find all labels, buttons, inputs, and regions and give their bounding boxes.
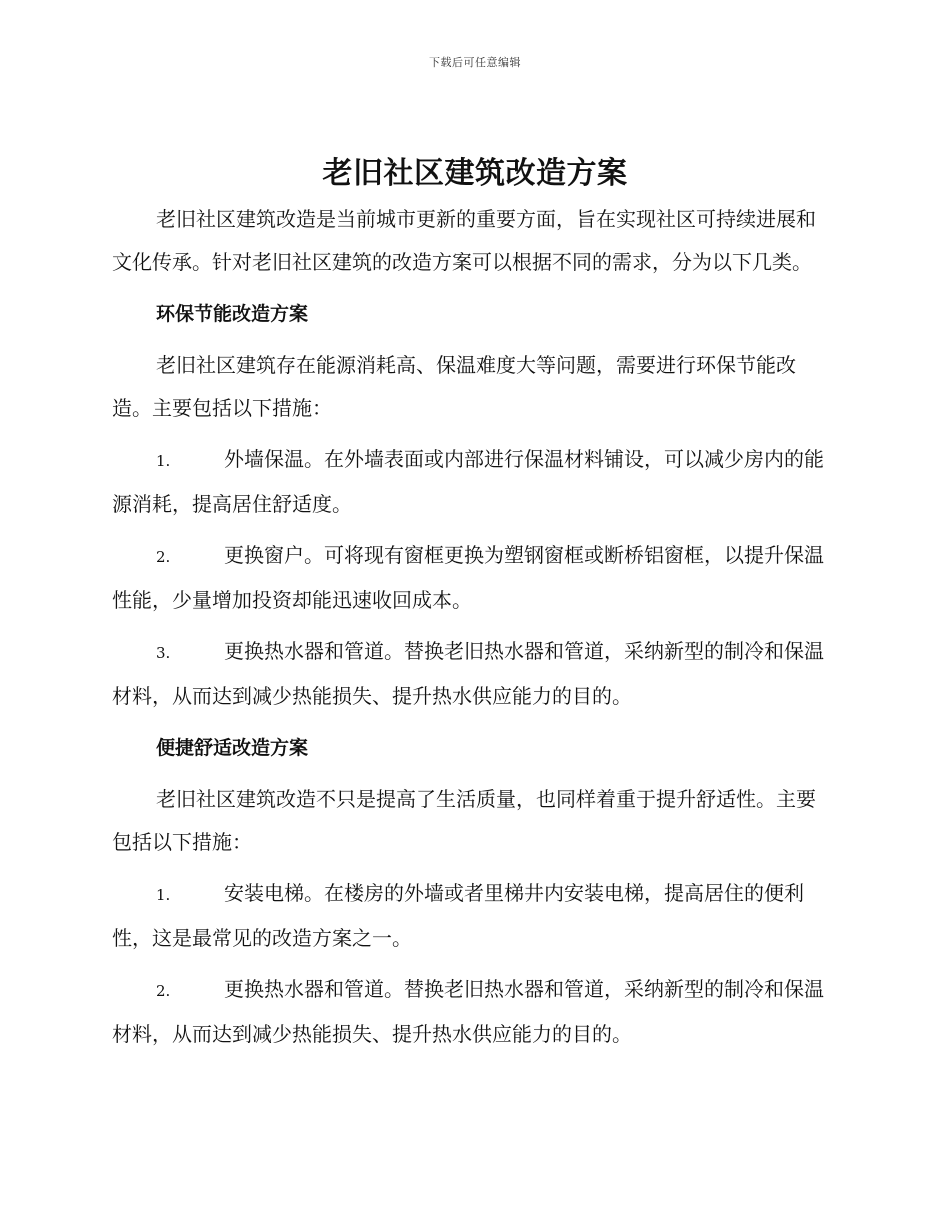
list-number: 1. xyxy=(156,886,171,904)
list-item xyxy=(112,438,832,526)
list-number: 2. xyxy=(156,982,171,1000)
section-heading-comfort: 便捷舒适改造方案 xyxy=(156,737,309,759)
list-number: 1. xyxy=(156,452,171,470)
list-item-text: 外墙保温。在外墙表面或内部进行保温材料铺设，可以减少房内的能源消耗，提高居住舒适度。 xyxy=(112,447,824,516)
list-item xyxy=(112,534,832,622)
list-number: 3. xyxy=(156,644,171,662)
document-body xyxy=(112,198,832,1056)
document-title: 老旧社区建筑改造方案 xyxy=(322,156,628,191)
list-item xyxy=(112,872,832,960)
intro-paragraph: 老旧社区建筑改造是当前城市更新的重要方面，旨在实现社区可持续进展和文化传承。针对老旧社区建筑的改造方案可以根据不同的需求，分为以下几类。 xyxy=(112,207,816,274)
list-item-text: 安装电梯。在楼房的外墙或者里梯井内安装电梯，提高居住的便利性，这是最常见的改造方案之一。 xyxy=(112,881,804,950)
section-intro-energy: 老旧社区建筑存在能源消耗高、保温难度大等问题，需要进行环保节能改造。主要包括以下措施： xyxy=(112,353,796,420)
list-item xyxy=(112,630,832,718)
section-heading-energy: 环保节能改造方案 xyxy=(156,303,309,325)
list-item-text: 更换热水器和管道。替换老旧热水器和管道，采纳新型的制冷和保温材料，从而达到减少热能损失、提升热水供应能力的目的。 xyxy=(112,977,824,1046)
section-intro-comfort: 老旧社区建筑改造不只是提高了生活质量，也同样着重于提升舒适性。主要包括以下措施： xyxy=(112,787,816,854)
list-item xyxy=(112,968,832,1056)
list-item-text: 更换窗户。可将现有窗框更换为塑钢窗框或断桥铝窗框，以提升保温性能，少量增加投资却能迅速收回成本。 xyxy=(112,543,824,612)
header-note: 下载后可任意编辑 xyxy=(429,56,521,69)
list-number: 2. xyxy=(156,548,171,566)
list-item-text: 更换热水器和管道。替换老旧热水器和管道，采纳新型的制冷和保温材料，从而达到减少热能损失、提升热水供应能力的目的。 xyxy=(112,639,824,708)
